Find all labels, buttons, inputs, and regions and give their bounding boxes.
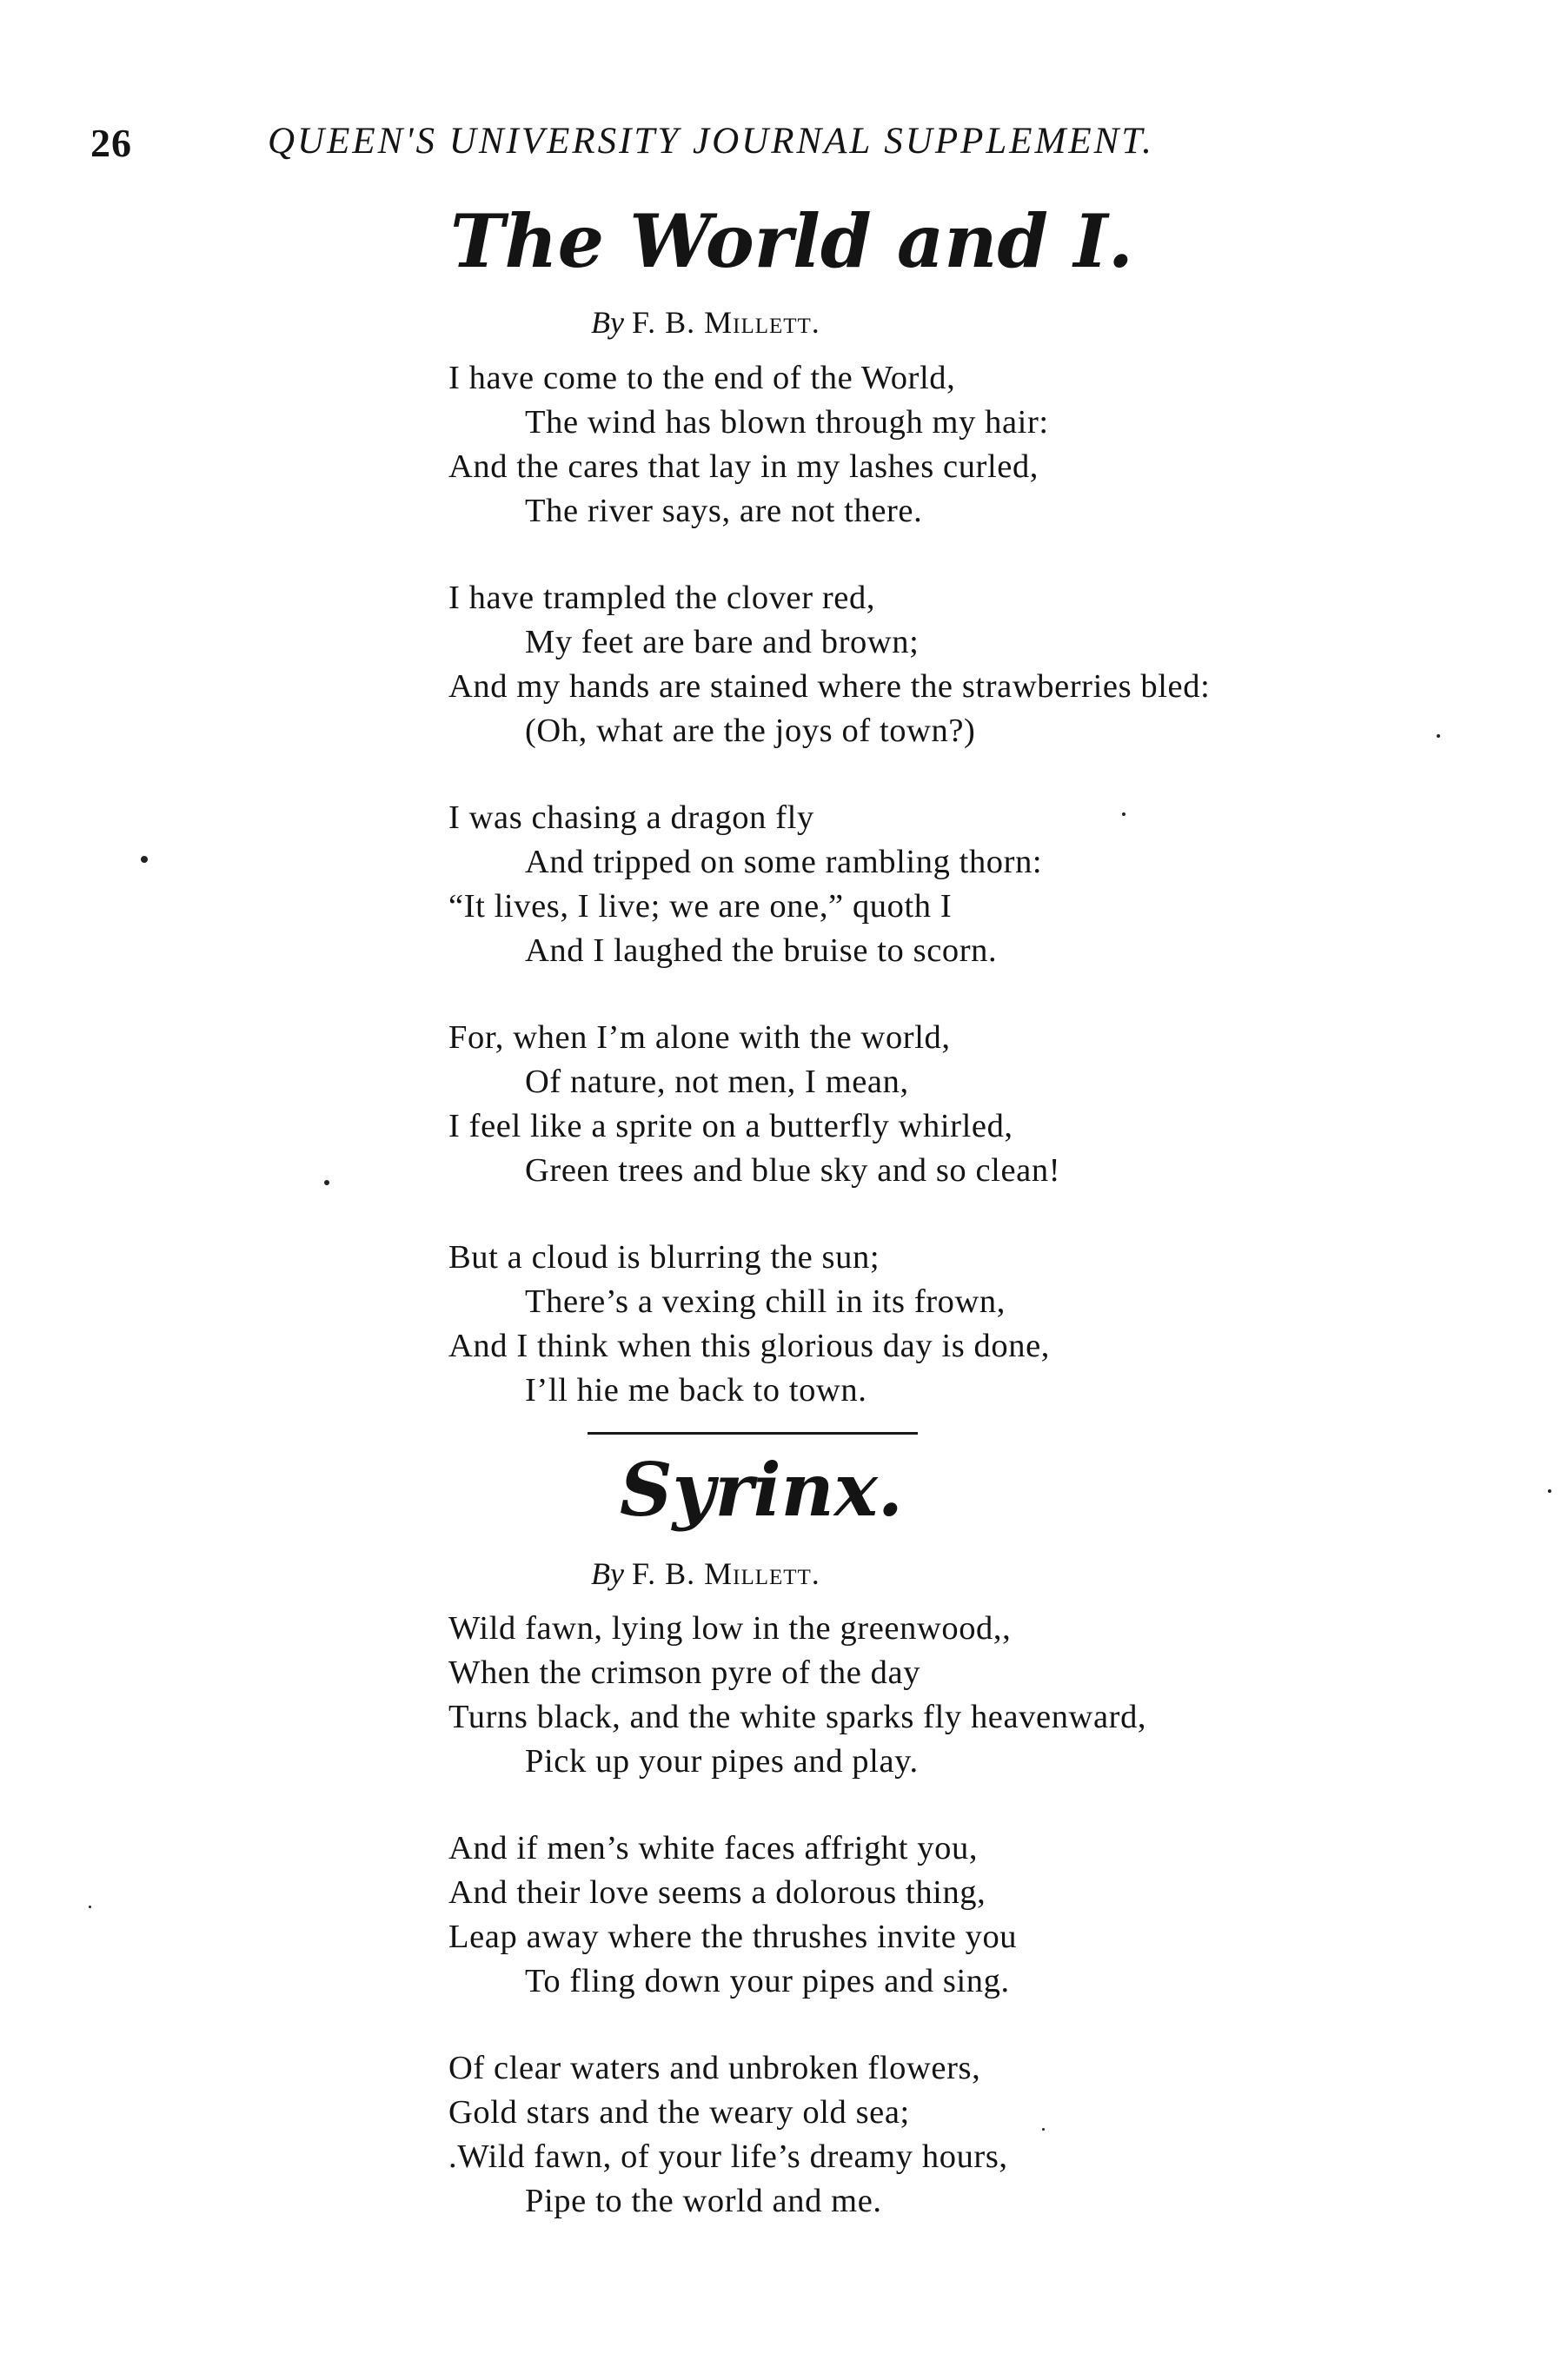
verse-line: Leap away where the thrushes invite you	[448, 1919, 1018, 1955]
verse-line: I feel like a sprite on a butterfly whirled,	[448, 1108, 1013, 1144]
stanza	[448, 1016, 1060, 1193]
verse-line: And I think when this glorious day is done,	[448, 1328, 1051, 1364]
verse-line: Wild fawn, lying low in the greenwood,,	[448, 1610, 1012, 1647]
verse-line: There’s a vexing chill in its frown,	[525, 1283, 1006, 1320]
verse-line: Green trees and blue sky and so clean!	[525, 1152, 1061, 1189]
verse-line: The wind has blown through my hair:	[525, 404, 1049, 441]
scan-speck	[324, 1180, 329, 1185]
verse-line: “It lives, I live; we are one,” quoth I	[448, 888, 953, 925]
scan-speck	[89, 1906, 91, 1908]
section-divider	[588, 1432, 918, 1435]
poem-byline	[591, 304, 820, 341]
verse-line: Pipe to the world and me.	[525, 2183, 882, 2219]
verse-line: I have come to the end of the World,	[448, 360, 956, 396]
verse-line: And tripped on some rambling thorn:	[525, 844, 1043, 880]
stanza	[448, 796, 1042, 973]
verse-line: But a cloud is blurring the sun;	[448, 1239, 880, 1276]
stanza	[448, 1826, 1017, 2004]
page-number: 26	[90, 121, 132, 165]
byline-author: F. B. Millett.	[631, 305, 820, 340]
byline-prefix: By	[591, 305, 624, 340]
verse-line: Of clear waters and unbroken flowers,	[448, 2050, 981, 2086]
poem-title-world-and-i: The World and I.	[450, 198, 1133, 284]
verse-line: When the crimson pyre of the day	[448, 1654, 921, 1691]
stanza	[448, 1607, 1146, 1784]
verse-line: My feet are bare and brown;	[525, 624, 920, 660]
stanza	[448, 1236, 1050, 1413]
byline-prefix: By	[591, 1556, 624, 1591]
verse-line: The river says, are not there.	[525, 493, 923, 529]
poem-title-syrinx: Syrinx.	[620, 1447, 904, 1533]
verse-line: I’ll hie me back to town.	[525, 1372, 867, 1409]
verse-line: Gold stars and the weary old sea;	[448, 2094, 910, 2131]
stanza	[448, 356, 1049, 534]
verse-line: Of nature, not men, I mean,	[525, 1064, 909, 1100]
verse-line: And their love seems a dolorous thing,	[448, 1874, 986, 1911]
verse-line: I was chasing a dragon fly	[448, 799, 814, 836]
verse-line: Pick up your pipes and play.	[525, 1743, 919, 1780]
verse-line: For, when I’m alone with the world,	[448, 1019, 951, 1056]
scan-speck	[141, 856, 148, 863]
verse-line: And my hands are stained where the strawberries bled:	[448, 668, 1211, 705]
verse-line: To fling down your pipes and sing.	[525, 1963, 1010, 1999]
verse-line: (Oh, what are the joys of town?)	[525, 713, 976, 749]
stanza	[448, 2046, 1008, 2224]
verse-line: .Wild fawn, of your life’s dreamy hours,	[448, 2138, 1008, 2175]
verse-line: And if men’s white faces affright you,	[448, 1830, 979, 1866]
verse-line: Turns black, and the white sparks fly heavenward,	[448, 1699, 1147, 1735]
scan-speck	[1042, 2128, 1045, 2131]
scan-speck	[1437, 734, 1440, 738]
verse-line: And the cares that lay in my lashes curled,	[448, 448, 1039, 485]
byline-author: F. B. Millett.	[631, 1556, 820, 1591]
verse-line: And I laughed the bruise to scorn.	[525, 932, 998, 969]
verse-line: I have trampled the clover red,	[448, 580, 876, 616]
stanza	[448, 576, 1210, 753]
scan-speck	[1548, 1489, 1551, 1493]
poem-byline	[591, 1555, 820, 1592]
scan-speck	[1122, 812, 1125, 816]
running-head: QUEEN'S UNIVERSITY JOURNAL SUPPLEMENT.	[268, 121, 1154, 162]
